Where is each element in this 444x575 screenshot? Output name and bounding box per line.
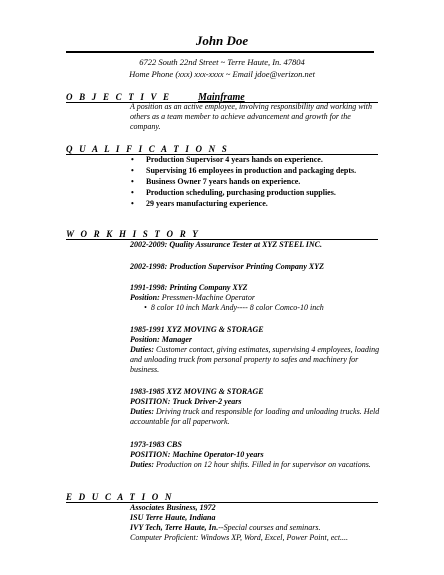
education-heading: E D U C A T I O N [66,492,174,502]
job-title: 1985-1991 XYZ MOVING & STORAGE [130,325,264,334]
duties-text: Production on 12 hour shifts. Filled in for supervisor on vacations. [154,460,371,469]
qualifications-list [131,155,381,210]
qualification-text: Production scheduling, purchasing production supplies. [146,188,336,197]
contact-line: Home Phone (xxx) xxx-xxxx ~ Email jdoe@verizon.net [129,69,315,79]
qualification-item [131,177,381,187]
qualification-item [131,155,381,165]
bullet-icon: • [144,303,151,312]
qualification-text: Business Owner 7 years hands on experience. [146,177,301,186]
work-history-heading: W O R K H I S T O R Y [66,229,200,239]
qualification-item [131,199,381,209]
job-duties [130,345,380,375]
objective-text: A position as an active employee, involving responsibility and working with others as a team member to achieve advancement and growth for the company. [130,102,372,131]
degree: Associates Business, 1972 [130,503,216,512]
job-entry [130,440,380,470]
school-2-detail: --Special courses and seminars. [218,523,321,532]
job-position [130,293,380,303]
duties-text: Customer contact, giving estimates, supervising 4 employees, loading and unloading truck from personal property to safes and machinery for business. [130,345,380,374]
job-title: 1973-1983 CBS [130,440,182,449]
job-duties [130,460,380,470]
duties-label: Duties: [130,407,154,416]
job-entry [130,262,380,272]
qualifications-heading: Q U A L I F I C A T I O N S [66,144,230,154]
school-2 [130,523,380,533]
objective-heading: O B J E C T I V E [66,92,172,102]
position-value: Pressmen-Machine Operator [159,293,256,302]
bullet-icon: • [131,155,134,164]
job-position: POSITION: Machine Operator-10 years [130,450,264,459]
bullet-icon: • [131,188,134,197]
duties-label: Duties: [130,460,154,469]
job-detail [130,303,380,313]
job-position: POSITION: Truck Driver-2 years [130,397,242,406]
bullet-icon: • [131,166,134,175]
job-entry [130,387,380,427]
school-2-name: IVY Tech, Terre Haute, In. [130,523,219,532]
address-line: 6722 South 22nd Street ~ Terre Haute, In. 47804 [139,57,305,67]
qualification-text: Production Supervisor 4 years hands on experience. [146,155,323,164]
job-position: Position: Manager [130,335,193,344]
duties-text: Driving truck and responsible for loading and unloading trucks. Held accountable for all paperwork. [130,407,380,426]
header-rule [66,51,374,53]
job-entry [130,283,380,313]
duties-label: Duties: [130,345,154,354]
qualification-item [131,188,381,198]
computer-skills: Computer Proficient: Windows XP, Word, Excel, Power Point, ect.... [130,533,349,542]
job-duties [130,407,380,427]
bullet-icon: • [131,177,134,186]
resume-name: John Doe [195,33,249,48]
qualification-item [131,166,381,176]
job-title: 1983-1985 XYZ MOVING & STORAGE [130,387,264,396]
bullet-icon: • [131,199,134,208]
qualification-text: 29 years manufacturing experience. [146,199,268,208]
education-block [130,503,380,543]
job-entry [130,240,380,250]
position-label: Position: [130,293,160,302]
job-title: 1991-1998: Printing Company XYZ [130,283,248,292]
qualification-text: Supervising 16 employees in production and packaging depts. [146,166,357,175]
objective-title: Mainframe [198,92,245,103]
job-title: 2002-2009: Quality Assurance Tester at XYZ STEEL INC. [130,240,323,249]
job-detail-text: 8 color 10 inch Mark Andy---- 8 color Comco-10 inch [150,303,324,312]
job-title: 2002-1998: Production Supervisor Printing Company XYZ [130,262,325,271]
job-entry [130,325,380,375]
school-1: ISU Terre Haute, Indiana [130,513,216,522]
